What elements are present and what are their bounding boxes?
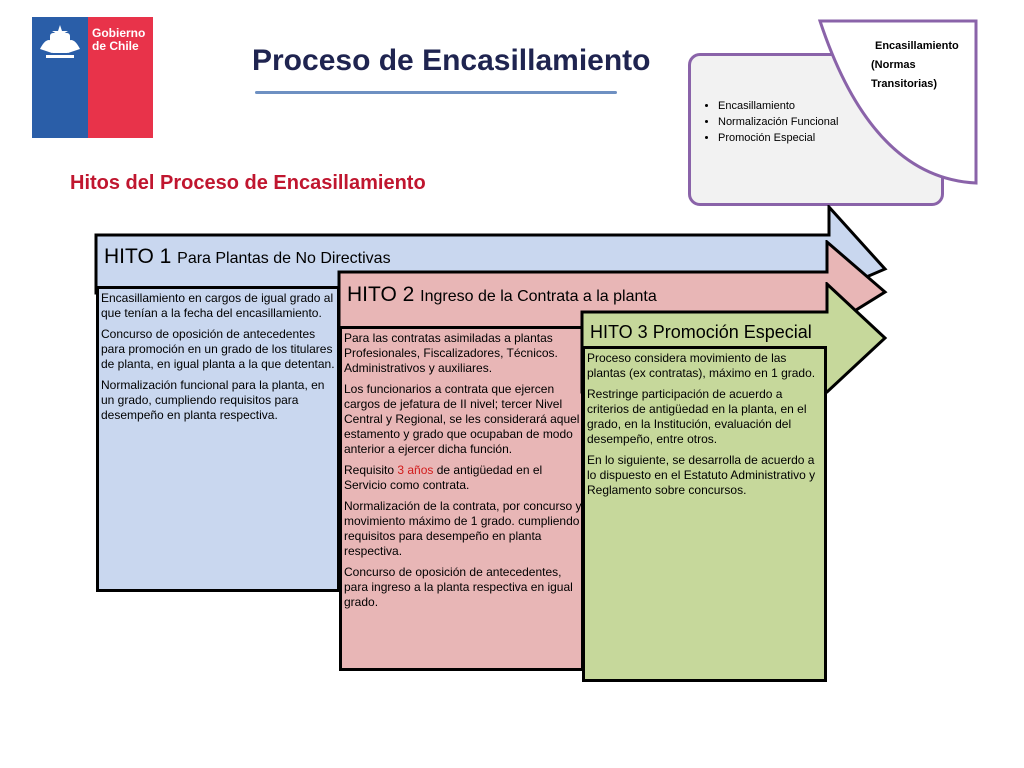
requirement-suffix: de antigüedad en el Servicio como contrata. bbox=[344, 463, 543, 492]
callout-tab-line-2: (Normas bbox=[871, 59, 916, 71]
hito-1-paragraph: Normalización funcional para la planta, en un grado, cumpliendo requisitos para desempeño en planta respectiva. bbox=[101, 378, 325, 422]
hito-2-paragraph: Los funcionarios a contrata que ejercen cargos de jefatura de II nivel; tercer Nivel Central y Regional, se les considerará aquel estamento y grado que ocupaban de modo anterior a ejercer dicha función. bbox=[344, 382, 580, 456]
gobierno-de-chile-logo bbox=[32, 17, 153, 138]
hito-1-text bbox=[101, 291, 339, 429]
hito-2-number: HITO 2 bbox=[347, 283, 415, 306]
logo-line-2: de Chile bbox=[92, 39, 139, 53]
requirement-highlight: 3 años bbox=[397, 463, 434, 477]
hito-1-paragraph: Concurso de oposición de antecedentes para promoción en un grado de los titulares de planta, en igual planta a la que detentan. bbox=[101, 327, 335, 371]
hito-2-paragraph: Concurso de oposición de antecedentes, para ingreso a la planta respectiva en igual grado. bbox=[344, 565, 573, 609]
hito-2-paragraph: Normalización de la contrata, por concurso y movimiento máximo de 1 grado. cumpliendo requisitos para desempeño en planta respectiva. bbox=[344, 499, 582, 558]
hito-2-requirement bbox=[344, 463, 582, 493]
callout-item: • Normalización Funcional bbox=[718, 114, 838, 130]
callout-tab-line-1: Encasillamiento bbox=[875, 40, 959, 52]
hito-3-name: Promoción Especial bbox=[652, 322, 812, 342]
hito-3-paragraph: Proceso considera movimiento de las plantas (ex contratas), máximo en 1 grado. bbox=[587, 351, 816, 380]
hito-3-header bbox=[590, 322, 812, 343]
callout-item: • Encasillamiento bbox=[718, 98, 838, 114]
hito-1-name: Para Plantas de No Directivas bbox=[177, 250, 391, 267]
callout-tab-text bbox=[853, 37, 959, 94]
logo-text bbox=[92, 27, 145, 53]
hito-3-text bbox=[587, 351, 825, 504]
callout-tab-line-3: Transitorias) bbox=[871, 78, 938, 90]
hito-1-number: HITO 1 bbox=[104, 245, 172, 268]
hito-3-paragraph: En lo siguiente, se desarrolla de acuerdo a lo dispuesto en el Estatuto Administrativo y Reglamento sobre concursos. bbox=[587, 453, 816, 497]
coat-of-arms-icon bbox=[38, 23, 82, 63]
hito-1-paragraph: Encasillamiento en cargos de igual grado al que tenían a la fecha del encasillamiento. bbox=[101, 291, 334, 320]
page-title: Proceso de Encasillamiento bbox=[252, 44, 651, 77]
section-subtitle: Hitos del Proceso de Encasillamiento bbox=[70, 172, 426, 194]
callout-item: • Promoción Especial bbox=[718, 130, 838, 146]
logo-line-1: Gobierno bbox=[92, 26, 146, 40]
hito-3-paragraph: Restringe participación de acuerdo a criterios de antigüedad en la planta, en el grado, en la Institución, evaluación del desempeño, entre otros. bbox=[587, 387, 807, 446]
hito-3-number: HITO 3 bbox=[590, 322, 648, 342]
hito-2-name: Ingreso de la Contrata a la planta bbox=[420, 288, 657, 305]
hito-2-text bbox=[344, 331, 582, 616]
title-underline bbox=[255, 91, 617, 94]
requirement-prefix: Requisito bbox=[344, 463, 398, 477]
hito-2-paragraph: Para las contratas asimiladas a plantas Profesionales, Fiscalizadores, Técnicos. Administrativos y auxiliares. bbox=[344, 331, 558, 375]
